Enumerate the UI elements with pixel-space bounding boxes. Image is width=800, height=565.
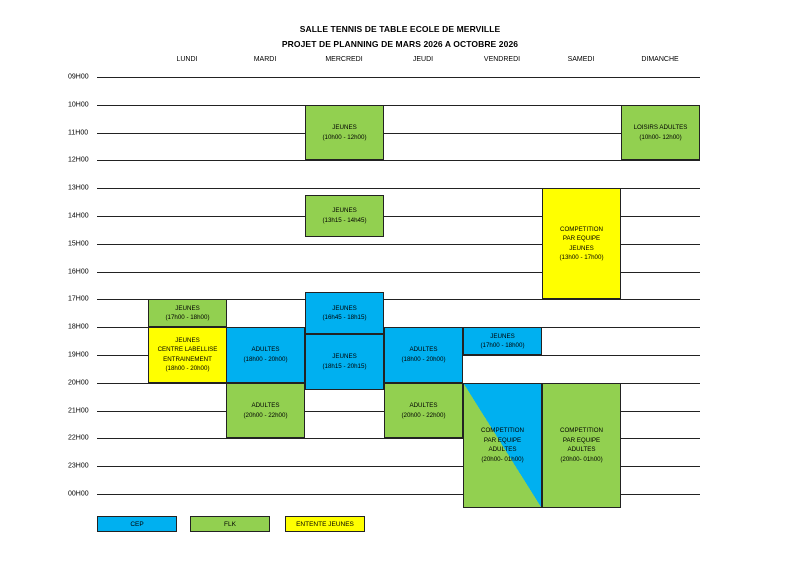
session-text: (10h00- 12h00) <box>639 133 682 141</box>
session-text: PAR EQUIPE <box>562 235 601 243</box>
session-text: ADULTES <box>251 346 280 354</box>
session-block <box>463 383 542 508</box>
hour-label: 11H00 <box>68 129 89 137</box>
legend-cep-label: CEP <box>130 520 144 528</box>
day-header-mardi: MARDI <box>253 56 277 63</box>
day-header-dimanche: DIMANCHE <box>641 56 679 63</box>
session-text: (18h00 - 20h00) <box>243 355 288 363</box>
session-text: PAR EQUIPE <box>562 436 601 444</box>
session-text: (18h15 - 20h15) <box>322 362 367 370</box>
legend-flk-label: FLK <box>224 520 236 528</box>
session-text: COMPETITION <box>481 427 524 435</box>
legend-flk <box>190 516 270 532</box>
hour-label: 15H00 <box>68 240 89 248</box>
session-text: COMPETITION <box>560 225 603 233</box>
session-text: ADULTES <box>409 402 438 410</box>
session-block <box>621 105 700 161</box>
hour-label: 12H00 <box>68 156 89 164</box>
session-block <box>226 327 305 383</box>
session-block <box>542 383 621 508</box>
day-header-vendredi: VENDREDI <box>483 56 521 63</box>
legend-entente-jeunes <box>285 516 365 532</box>
session-text: (20h00- 01h00) <box>560 455 603 463</box>
session-text: PAR EQUIPE <box>483 436 522 444</box>
session-block <box>148 299 227 327</box>
legend-cep <box>97 516 177 532</box>
hour-label: 14H00 <box>68 212 89 220</box>
session-text: ENTRAINEMENT <box>163 355 212 363</box>
session-text: (17h00 - 18h00) <box>480 342 525 350</box>
hour-label: 17H00 <box>68 295 89 303</box>
session-text: JEUNES <box>332 304 357 312</box>
hour-label: 21H00 <box>68 407 89 415</box>
session-block <box>463 327 542 355</box>
hour-gridline <box>97 77 700 78</box>
day-header-jeudi: JEUDI <box>412 56 434 63</box>
planning-title: SALLE TENNIS DE TABLE ECOLE DE MERVILLE <box>299 24 501 34</box>
session-text: JEUNES <box>332 124 357 132</box>
session-text: COMPETITION <box>560 427 603 435</box>
session-text: LOISIRS ADULTES <box>633 124 688 132</box>
session-block <box>305 195 384 237</box>
session-text: (13h00 - 17h00) <box>559 254 604 262</box>
session-text: JEUNES <box>490 332 515 340</box>
hour-label: 13H00 <box>68 184 89 192</box>
session-text: (20h00- 01h00) <box>481 455 524 463</box>
session-text: ADULTES <box>409 346 438 354</box>
session-text: ADULTES <box>251 402 280 410</box>
day-header-mercredi: MERCREDI <box>325 56 363 63</box>
session-text: (16h45 - 18h15) <box>322 314 367 322</box>
session-block <box>226 383 305 439</box>
day-header-samedi: SAMEDI <box>567 56 595 63</box>
hour-label: 00H00 <box>68 490 89 498</box>
session-text: JEUNES <box>175 304 200 312</box>
session-block <box>542 188 621 299</box>
hour-label: 19H00 <box>68 351 89 359</box>
hour-label: 18H00 <box>68 323 89 331</box>
session-block <box>305 334 384 390</box>
session-block <box>384 327 463 383</box>
session-text: (18h00 - 20h00) <box>165 365 210 373</box>
session-text: ADULTES <box>488 446 517 454</box>
legend-entente-label: ENTENTE JEUNES <box>296 520 354 528</box>
session-text: JEUNES <box>332 353 357 361</box>
session-text: (20h00 - 22h00) <box>401 411 446 419</box>
hour-gridline <box>97 105 700 106</box>
hour-label: 20H00 <box>68 379 89 387</box>
hour-label: 09H00 <box>68 73 89 81</box>
session-text: (20h00 - 22h00) <box>243 411 288 419</box>
session-text: (17h00 - 18h00) <box>165 314 210 322</box>
session-text: (10h00 - 12h00) <box>322 133 367 141</box>
hour-gridline <box>97 160 700 161</box>
session-block <box>384 383 463 439</box>
planning-subtitle: PROJET DE PLANNING DE MARS 2026 A OCTOBRE 2026 <box>281 39 519 49</box>
session-text: (18h00 - 20h00) <box>401 355 446 363</box>
session-text: ADULTES <box>567 446 596 454</box>
session-block <box>305 105 384 161</box>
session-block <box>148 327 227 383</box>
hour-label: 23H00 <box>68 462 89 470</box>
session-text: JEUNES <box>569 244 594 252</box>
hour-label: 10H00 <box>68 101 89 109</box>
session-text: CENTRE LABELLISE <box>157 346 218 354</box>
session-block <box>305 292 384 334</box>
session-text: JEUNES <box>175 336 200 344</box>
hour-label: 16H00 <box>68 268 89 276</box>
session-text: JEUNES <box>332 207 357 215</box>
hour-gridline <box>97 133 700 134</box>
session-text: (13h15 - 14h45) <box>322 216 367 224</box>
day-header-lundi: LUNDI <box>176 56 198 63</box>
hour-label: 22H00 <box>68 434 89 442</box>
